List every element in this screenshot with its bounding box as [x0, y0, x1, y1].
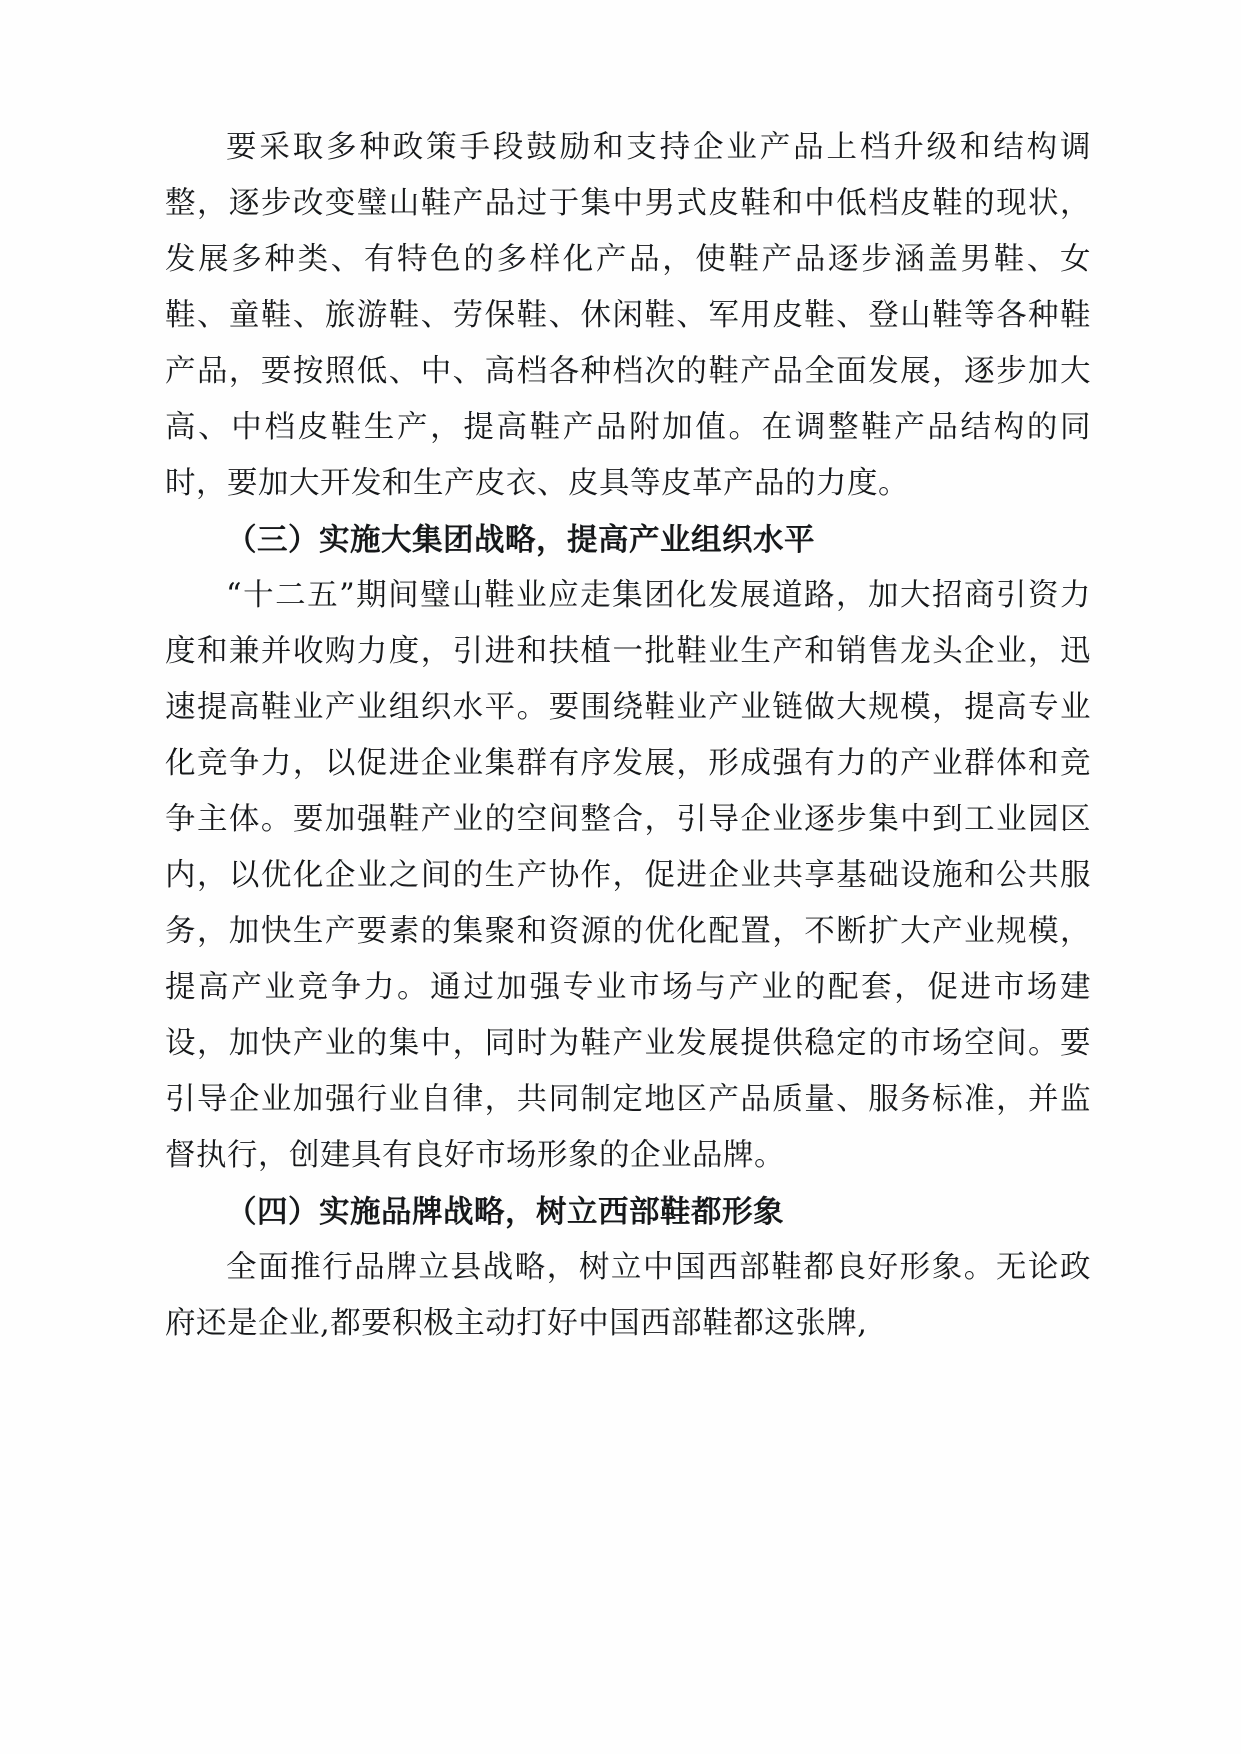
paragraph-group-strategy: “十二五”期间璧山鞋业应走集团化发展道路，加大招商引资力度和兼并收购力度，引进和扶植一批鞋业生产和销售龙头企业，迅速提高鞋业产业组织水平。要围绕鞋业产业链做大规模，提高专业化竞争力，以促进企业集群有序发展，形成强有力的产业群体和竞争主体。要加强鞋产业的空间整合，引导企业逐步集中到工业园区内，以优化企业之间的生产协作，促进企业共享基础设施和公共服务，加快生产要素的集聚和资源的优化配置，不断扩大产业规模，提高产业竞争力。通过加强专业市场与产业的配套，促进市场建设，加快产业的集中，同时为鞋产业发展提供稳定的市场空间。要引导企业加强行业自律，共同制定地区产品质量、服务标准，并监督执行，创建具有良好市场形象的企业品牌。 — [165, 578, 1091, 1173]
heading-section-three: （三）实施大集团战略，提高产业组织水平 — [226, 522, 815, 558]
paragraph-brand-strategy: 全面推行品牌立县战略，树立中国西部鞋都良好形象。无论政府还是企业,都要积极主动打好中国西部鞋都这张牌, — [165, 1250, 1091, 1341]
document-body — [165, 120, 1091, 1352]
paragraph-policy-upgrade: 要采取多种政策手段鼓励和支持企业产品上档升级和结构调整，逐步改变璧山鞋产品过于集中男式皮鞋和中低档皮鞋的现状，发展多种类、有特色的多样化产品，使鞋产品逐步涵盖男鞋、女鞋、童鞋、旅游鞋、劳保鞋、休闲鞋、军用皮鞋、登山鞋等各种鞋产品，要按照低、中、高档各种档次的鞋产品全面发展，逐步加大高、中档皮鞋生产，提高鞋产品附加值。在调整鞋产品结构的同时，要加大开发和生产皮衣、皮具等皮革产品的力度。 — [165, 130, 1091, 501]
heading-section-four: （四）实施品牌战略，树立西部鞋都形象 — [226, 1194, 784, 1230]
